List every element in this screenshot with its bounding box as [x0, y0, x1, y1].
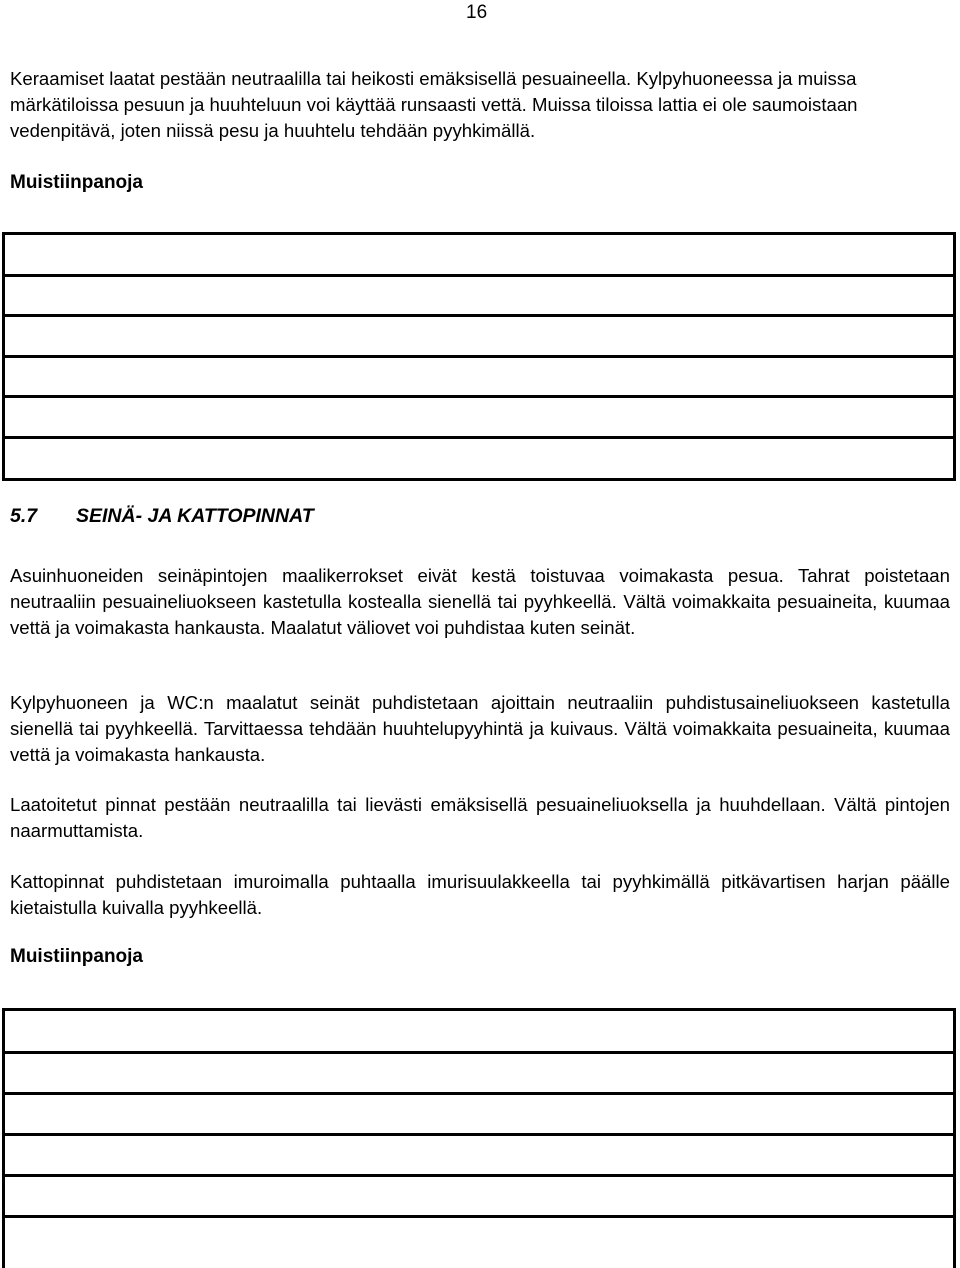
notes-line [5, 1215, 953, 1218]
paragraph-living-room-walls: Asuinhuoneiden seinäpintojen maalikerrokset eivät kestä toistuvaa voimakasta pesua. Tahrat poistetaan neutraaliin pesuaineliuokseen kastetulla kostealla sienellä tai pyyhkeellä. Vältä voimakkaita pesuaineita, kuumaa vettä ja voimakasta hankausta. Maalatut väliovet voi puhdistaa kuten seinät. [10, 565, 950, 638]
notes-line [5, 1008, 953, 1011]
notes-line [5, 232, 953, 235]
notes-line [5, 395, 953, 398]
paragraph-bathroom-walls: Kylpyhuoneen ja WC:n maalatut seinät puhdistetaan ajoittain neutraaliin puhdistusaineliuokseen kastetulla sienellä tai pyyhkeellä. Tarvittaessa tehdään huuhtelupyyhintä ja kuivaus. Vältä voimakkaita pesuaineita, kuumaa vettä ja voimakasta hankausta. [10, 692, 950, 765]
notes-line [5, 436, 953, 439]
section-heading [10, 505, 314, 528]
notes-line [5, 314, 953, 317]
notes-heading: Muistiinpanoja [10, 946, 143, 967]
notes-box[interactable] [2, 232, 956, 481]
section-title: SEINÄ- JA KATTOPINNAT [76, 505, 314, 527]
paragraph-tiled-surfaces: Laatoitetut pinnat pestään neutraalilla tai lievästi emäksisellä pesuaineliuoksella ja huuhdellaan. Vältä pintojen naarmuttamista. [10, 794, 950, 841]
notes-line [5, 274, 953, 277]
paragraph-ceramic-tiles: Keraamiset laatat pestään neutraalilla tai heikosti emäksisellä pesuaineella. Kylpyhuoneessa ja muissa märkätiloissa pesuun ja huuhteluun voi käyttää runsaasti vettä. Muissa tiloissa lattia ei ole saumoistaan vedenpitävä, joten niissä pesu ja huuhtelu tehdään pyyhkimällä. [10, 68, 858, 141]
page-number: 16 [466, 2, 488, 23]
section-number: 5.7 [10, 505, 38, 527]
notes-line [5, 1051, 953, 1054]
notes-line [5, 1174, 953, 1177]
notes-line [5, 1092, 953, 1095]
notes-box[interactable] [2, 1008, 956, 1268]
notes-line [5, 478, 953, 481]
paragraph-ceilings: Kattopinnat puhdistetaan imuroimalla puhtaalla imurisuulakkeella tai pyyhkimällä pitkävartisen harjan päälle kietaistulla kuivalla pyyhkeellä. [10, 871, 950, 918]
notes-heading: Muistiinpanoja [10, 172, 143, 193]
notes-line [5, 1133, 953, 1136]
notes-line [5, 355, 953, 358]
